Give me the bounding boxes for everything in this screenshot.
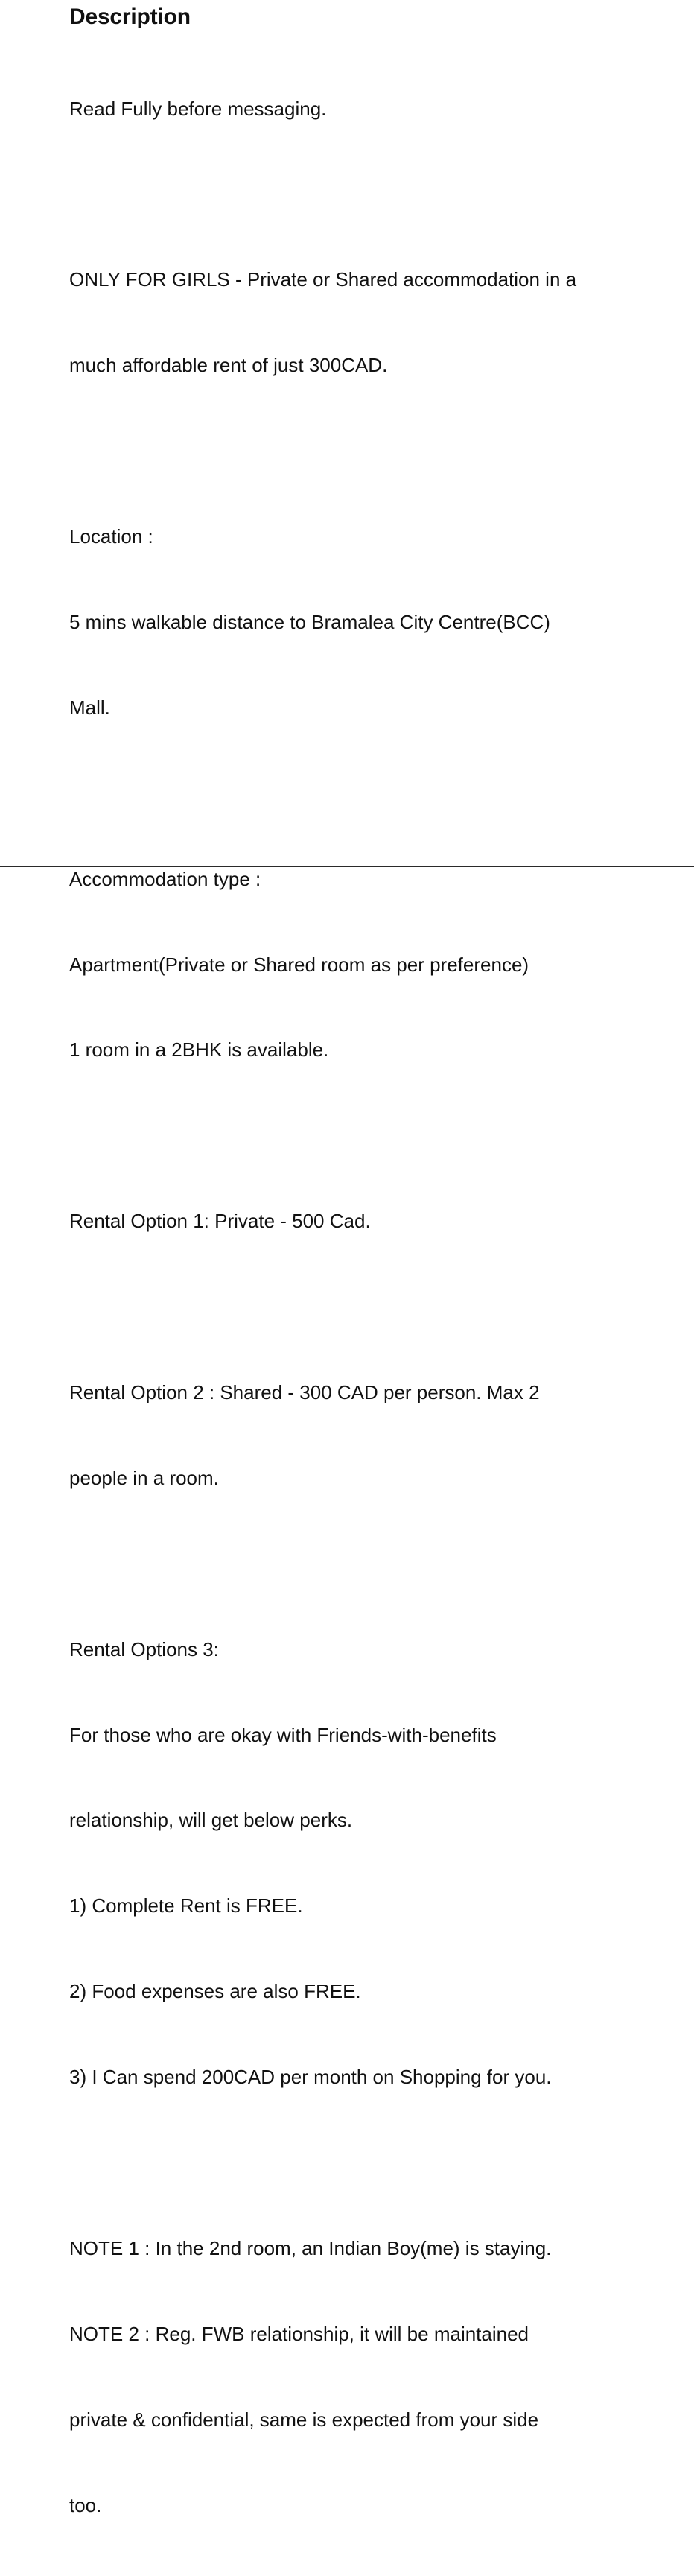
description-line: For those who are okay with Friends-with-benefits <box>69 1723 497 1746</box>
description-line: too. <box>69 2493 102 2516</box>
description-line: NOTE 1 : In the 2nd room, an Indian Boy(me) is staying. <box>69 2236 552 2259</box>
description-section <box>69 3 680 2576</box>
description-line: Rental Options 3: <box>69 1637 219 1660</box>
description-line: Location : <box>69 525 153 548</box>
description-line: 3) I Can spend 200CAD per month on Shopping for you. <box>69 2066 552 2089</box>
description-body <box>69 37 680 2576</box>
description-line <box>69 1121 680 1149</box>
description-line <box>69 1292 680 1321</box>
description-line: Mall. <box>69 696 110 719</box>
description-line: relationship, will get below perks. <box>69 1809 353 1832</box>
description-line: 1 room in a 2BHK is available. <box>69 1038 329 1062</box>
description-line <box>69 437 680 465</box>
description-line: NOTE 2 : Reg. FWB relationship, it will be maintained <box>69 2322 529 2345</box>
description-line: much affordable rent of just 300CAD. <box>69 354 388 377</box>
description-line: private & confidential, same is expected from your side <box>69 2408 539 2431</box>
description-line: Rental Option 1: Private - 500 Cad. <box>69 1210 371 1233</box>
description-line: 2) Food expenses are also FREE. <box>69 1980 361 2003</box>
bottom-divider <box>0 866 694 867</box>
description-line: Read Fully before messaging. <box>69 97 327 120</box>
description-line: 5 mins walkable distance to Bramalea City Centre(BCC) <box>69 610 550 633</box>
description-line <box>69 1549 680 1578</box>
description-line: Apartment(Private or Shared room as per preference) <box>69 953 529 976</box>
description-line <box>69 779 680 808</box>
description-line <box>69 180 680 208</box>
description-line: people in a room. <box>69 1466 219 1489</box>
description-line: Rental Option 2 : Shared - 300 CAD per person. Max 2 <box>69 1380 540 1403</box>
description-heading: Description <box>69 4 191 29</box>
description-line: 1) Complete Rent is FREE. <box>69 1894 303 1917</box>
description-line: Accommodation type : <box>69 867 261 890</box>
description-line: ONLY FOR GIRLS - Private or Shared accommodation in a <box>69 268 577 291</box>
description-line <box>69 2148 680 2177</box>
